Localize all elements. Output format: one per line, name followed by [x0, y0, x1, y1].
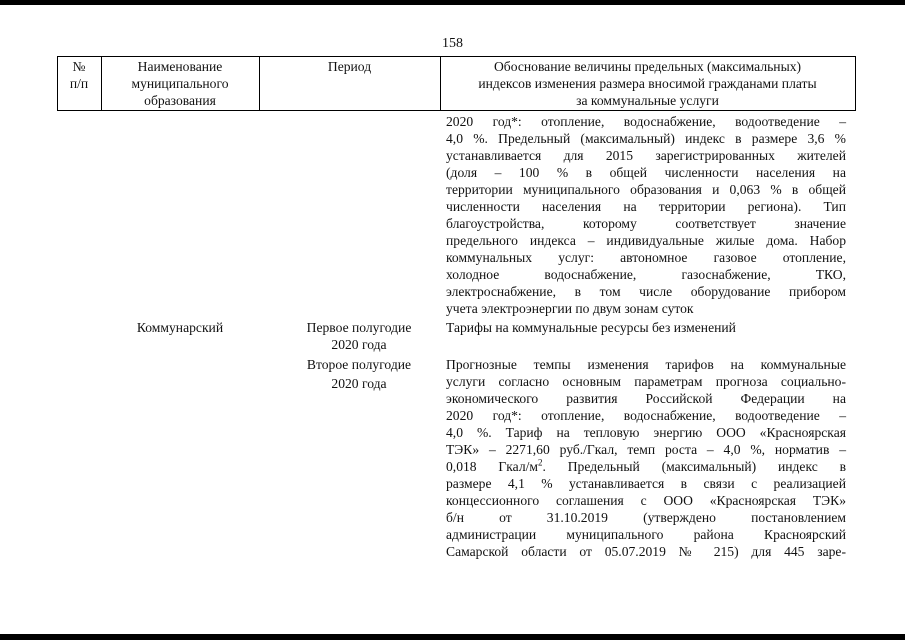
- municipality-name: Коммунарский: [136, 320, 224, 335]
- basis-first-half: Тарифы на коммунальные ресурсы без изменений: [446, 320, 736, 335]
- continuation-text: 2020 год*: отопление, водоснабжение, водоотведение – 4,0 %. Предельный (максимальный) индекс в размере 3,6 % устанавливается для 2015 зарегистрированных жителей (доля – 100 % в общей численности населения на территории муниципального образования и 0,063 % в общей численности населения на территории региона). Тип благоустройства, которому соответствует значение предельного индекса – индивидуальные жилые дома. Набор коммунальных услуг: автономное газовое отопление, холодное водоснабжение, газоснабжение, ТКО, электроснабжение, в том числе оборудование прибором учета электроэнергии по двум зонам суток: [446, 114, 846, 316]
- table-header-rule: [57, 110, 856, 111]
- table-border-right: [855, 56, 856, 111]
- period-second-half: Второе полугодие 2020 года: [306, 357, 412, 391]
- header-basis: Обоснование величины предельных (максимальных) индексов изменения размера вносимой гражданами платы за коммунальные услуги: [478, 59, 817, 108]
- top-border: [0, 0, 905, 5]
- period-first-half: Первое полугодие 2020 года: [306, 320, 412, 352]
- page-number: 158: [442, 36, 463, 51]
- heat-norm-line: 0,018 Гкал/$м^2$. Предельный (максимальный) индекс в: [446, 457, 847, 474]
- header-municipality: Наименование муниципального образования: [131, 59, 229, 108]
- header-number: № п/п: [69, 59, 89, 91]
- header-period: Период: [327, 59, 372, 74]
- bottom-border: [0, 634, 905, 640]
- table-top-rule: [57, 56, 856, 57]
- basis-second-half: Прогнозные темпы изменения тарифов на коммунальные услуги согласно основным параметрам прогноза социально- экономического развития Российской Федерации на 2020 год*: отопление, водоснабжение, водоотведение – 4,0 %. Тариф на тепловую энергию ООО «Красноярская ТЭК» – 2271,60 руб./Гкал, темп роста – 4,0 %, норматив – 0,018 Гкал/$м^2$. Предельный (максимальный) индекс в размере 4,1 % устанавливается в связи с реализацией концессионного соглашения с ООО «Красноярская ТЭК» б/н от 31.10.2019 (утверждено постановлением администрации муниципального района Красноярский Самарской области от 05.07.2019 № 215) для 445 заре-: [446, 357, 847, 559]
